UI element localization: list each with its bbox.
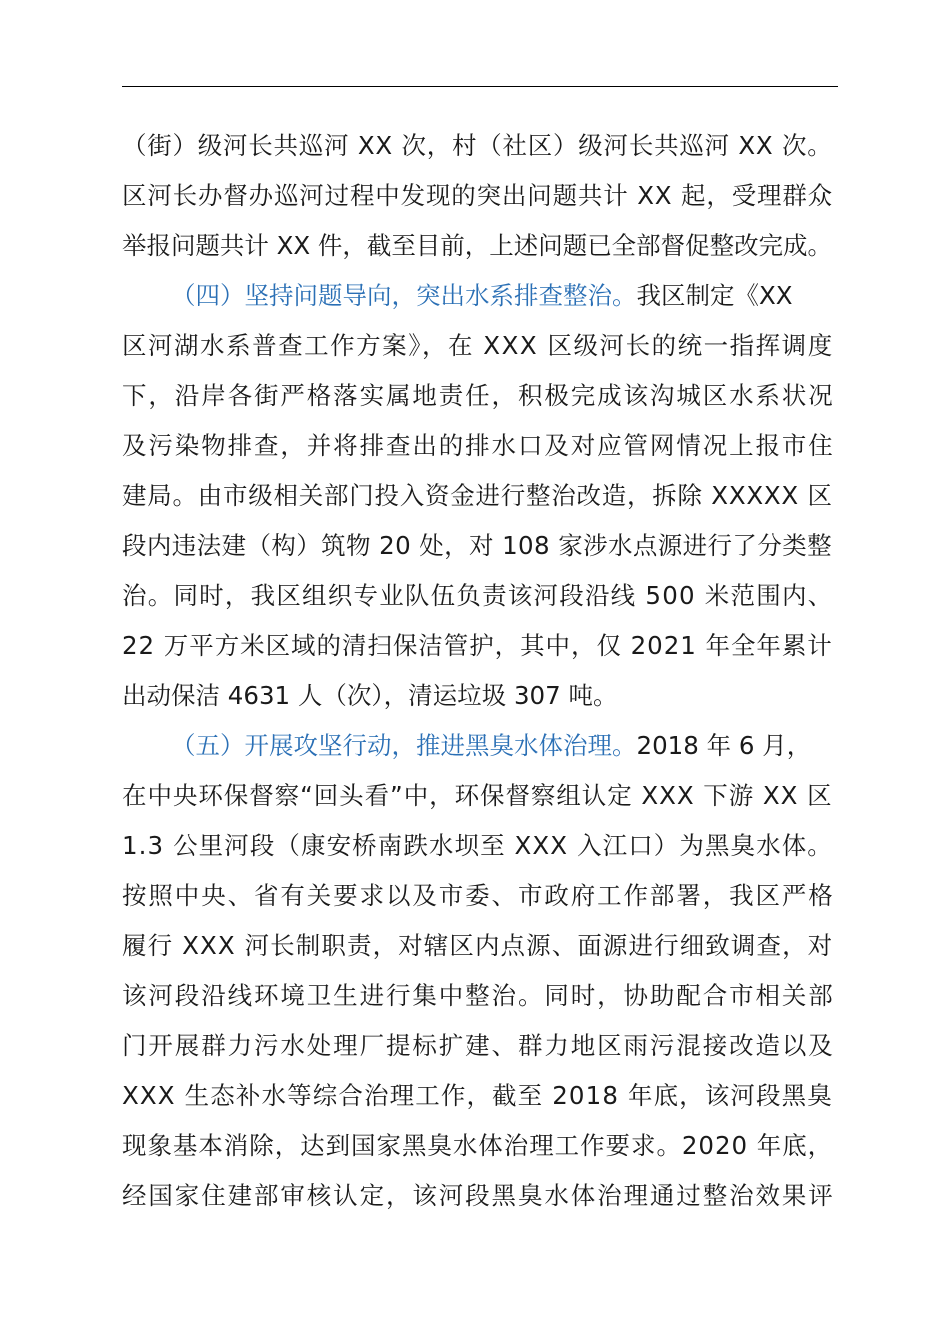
text-line: [122, 1181, 838, 1211]
text-line-content: 22 万平方米区域的清扫保洁管护，其中，仅 2021 年全年累计: [122, 631, 833, 660]
text-line: [122, 531, 838, 561]
text-line-content: 治。同时，我区组织专业队伍负责该河段沿线 500 米范围内、: [122, 581, 834, 610]
text-line-content: XXX 生态补水等综合治理工作，截至 2018 年底，该河段黑臭: [122, 1081, 833, 1110]
text-line: [122, 1031, 838, 1061]
text-line-content: 现象基本消除，达到国家黑臭水体治理工作要求。2020 年底，: [122, 1131, 834, 1160]
text-line: [122, 231, 838, 261]
section-4-heading: （四）坚持问题导向，突出水系排查整治。: [171, 281, 637, 310]
text-line: [122, 331, 838, 361]
text-line: [122, 181, 838, 211]
header-rule: [122, 86, 838, 87]
text-line-content: 门开展群力污水处理厂提标扩建、群力地区雨污混接改造以及: [122, 1031, 835, 1060]
text-line: [122, 1081, 838, 1111]
section-5-first-line-rest: 2018 年 6 月，: [636, 731, 812, 760]
text-line-content: 建局。由市级相关部门投入资金进行整治改造，拆除 XXXXX 区: [122, 481, 833, 510]
section-4-first-line: [171, 281, 838, 311]
section-4-first-line-rest: 我区制定《XX: [636, 281, 793, 310]
text-line-content: 按照中央、省有关要求以及市委、市政府工作部署，我区严格: [122, 881, 835, 910]
section-5-heading: （五）开展攻坚行动，推进黑臭水体治理。: [171, 731, 637, 760]
text-line: [122, 931, 838, 961]
text-line: [122, 831, 838, 861]
text-line-content: 1.3 公里河段（康安桥南跌水坝至 XXX 入江口）为黑臭水体。: [122, 831, 833, 860]
text-line: [122, 631, 838, 661]
text-line-content: 该河段沿线环境卫生进行集中整治。同时，协助配合市相关部: [122, 981, 835, 1010]
text-line-content: 在中央环保督察“回头看”中，环保督察组认定 XXX 下游 XX 区: [122, 781, 833, 810]
text-line-content: 区河长办督办巡河过程中发现的突出问题共计 XX 起，受理群众: [122, 181, 834, 210]
text-line: [122, 481, 838, 511]
text-line-content: 下，沿岸各街严格落实属地责任，积极完成该沟城区水系状况: [122, 381, 835, 410]
text-line-content: 履行 XXX 河长制职责，对辖区内点源、面源进行细致调查，对: [122, 931, 834, 960]
text-line: [122, 381, 838, 411]
text-line-content: 举报问题共计 XX 件，截至目前，上述问题已全部督促整改完成。: [122, 231, 832, 260]
text-line-content: 段内违法建（构）筑物 20 处，对 108 家涉水点源进行了分类整: [122, 531, 832, 560]
text-line: [122, 581, 838, 611]
text-line: [122, 1131, 838, 1161]
text-line-content: 及污染物排查，并将排查出的排水口及对应管网情况上报市住: [122, 431, 835, 460]
text-line: [122, 781, 838, 811]
text-line: [122, 131, 838, 161]
text-line: [122, 981, 838, 1011]
text-line-content: 区河湖水系普查工作方案》，在 XXX 区级河长的统一指挥调度: [122, 331, 834, 360]
text-line-content: 出动保洁 4631 人（次），清运垃圾 307 吨。: [122, 681, 618, 710]
text-line: [122, 681, 838, 711]
text-line: [122, 431, 838, 461]
text-line: [122, 881, 838, 911]
text-line-content: 经国家住建部审核认定，该河段黑臭水体治理通过整治效果评: [122, 1181, 835, 1210]
section-5-first-line: [171, 731, 838, 761]
text-line-content: （街）级河长共巡河 XX 次，村（社区）级河长共巡河 XX 次。: [122, 131, 833, 160]
